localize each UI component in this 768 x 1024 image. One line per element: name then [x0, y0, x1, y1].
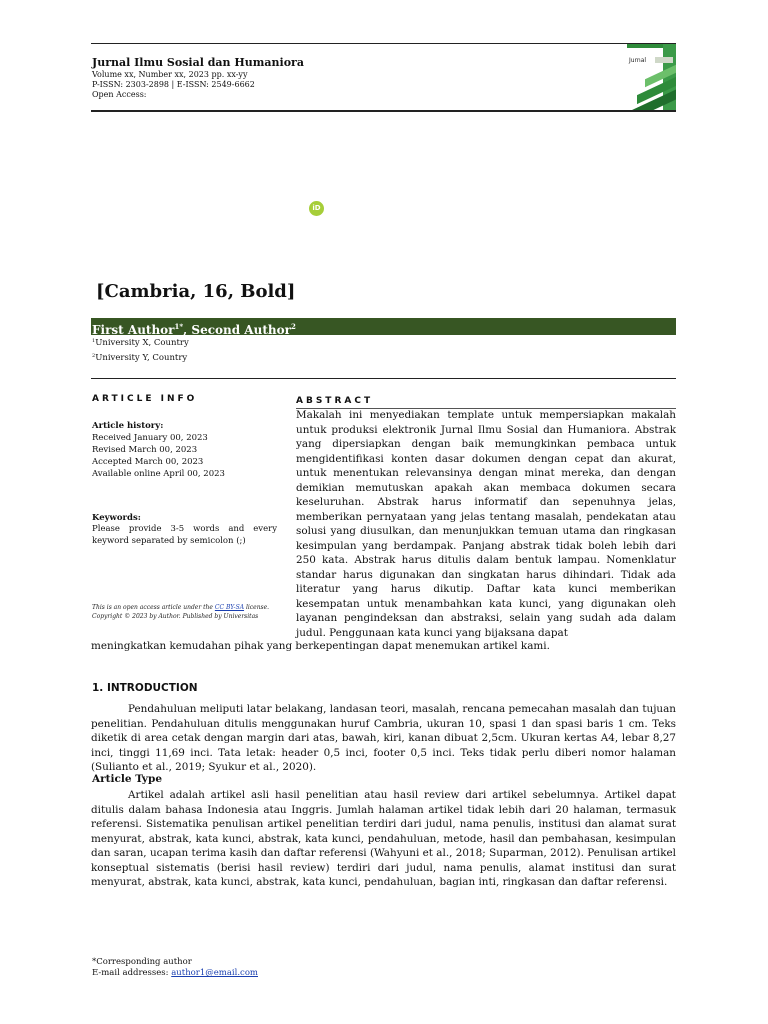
- license-post: license.: [244, 604, 270, 611]
- second-author-sup: 2: [290, 322, 296, 331]
- section-rule: [91, 378, 676, 379]
- introduction-paragraph: Pendahuluan meliputi latar belakang, landasan teori, masalah, rencana pemecahan masalah dan tujuan penelitian. Pendahuluan ditulis menggunakan huruf Cambria, ukuran 10, spasi 1 dan spasi baris 1 cm. Teks diketik di area cetak dengan margin dari atas, bawah, kiri, kanan dibuat 2,5cm. Ukuran kertas A4, lebar 8,27 inci, tinggi 11,69 inci. Tata letak: header 0,5 inci, footer 0,5 inci. Teks tidak perlu diberi nomor halaman (Sulianto et al., 2019; Syukur et al., 2020).: [91, 703, 676, 773]
- orcid-icon[interactable]: iD: [309, 201, 324, 216]
- keywords-label-text: Keywords:: [92, 513, 141, 523]
- abstract-body: Makalah ini menyediakan template untuk mempersiapkan makalah untuk produksi elektronik Jurnal Ilmu Sosial dan Humaniora. Abstrak yang dipersiapkan dengan baik memungkinkan pembaca untuk mengidentifikasi konten dasar dokumen dengan cepat dan akurat, untuk menentukan relevansinya dengan minat mereka, dan dengan demikian memutuskan apakah akan membaca dokumen secara keseluruhan. Abstrak harus informatif dan sepenuhnya jelas, memberikan pernyataan yang jelas tentang masalah, pendekatan atau solusi yang diusulkan, dan menunjukkan temuan utama dan ringkasan kesimpulan yang berdampak. Panjang abstrak tidak boleh lebih dari 250 kata. Abstrak harus ditulis dalam bentuk lampau. Nomenklatur standar harus digunakan dan singkatan harus dihindari. Tidak ada literatur yang harus dikutip. Daftar kata kunci memberikan kesempatan untuk menambahkan kata kunci, yang digunakan oleh layanan pengindeksan dan abstraksi, selain yang sudah ada dalam judul. Penggunaan kata kunci yang bijaksana dapat: [296, 409, 676, 639]
- keywords-label: [92, 512, 141, 524]
- corresponding-author-note: *Corresponding author: [92, 957, 192, 967]
- abstract-heading: ABSTRACT: [296, 396, 374, 406]
- abstract-tail: meningkatkan kemudahan pihak yang berkepentingan dapat menemukan artikel kami.: [91, 640, 550, 652]
- affiliation-1-text: University X, Country: [95, 338, 189, 348]
- affiliation-1-sup: 1: [92, 338, 96, 344]
- email-label: E-mail addresses:: [92, 968, 172, 978]
- license-pre: This is an open access article under the: [92, 604, 215, 611]
- email-line: [92, 968, 258, 978]
- article-info-heading: ARTICLE INFO: [92, 394, 198, 404]
- accepted-date: Accepted March 00, 2023: [92, 457, 204, 467]
- affiliation-1: [92, 338, 189, 348]
- second-author: Second Author: [191, 323, 291, 337]
- header-top-rule: [91, 43, 676, 44]
- history-label: Article history:: [92, 421, 164, 431]
- logo-word: Jurnal: [629, 57, 647, 64]
- affiliation-2-text: University Y, Country: [95, 353, 188, 363]
- first-author: First Author: [92, 323, 175, 337]
- author-separator: ,: [183, 323, 192, 337]
- keywords-text: Please provide 3-5 words and every keyword separated by semicolon (;): [92, 524, 277, 546]
- copyright-line: Copyright © 2023 by Author. Published by Universitas: [92, 612, 259, 620]
- affiliation-2-sup: 2: [92, 353, 96, 359]
- open-access-line: Open Access:: [92, 90, 147, 99]
- volume-line: Volume xx, Number xx, 2023 pp. xx-yy: [92, 70, 248, 79]
- affiliation-2: [92, 353, 187, 363]
- license-note: [92, 604, 282, 626]
- introduction-heading: 1. INTRODUCTION: [92, 682, 198, 694]
- author-bar: [91, 318, 676, 335]
- email-link[interactable]: author1@email.com: [171, 968, 258, 978]
- article-type-paragraph: Artikel adalah artikel asli hasil penelitian atau hasil review dari artikel sebelumnya. Artikel dapat ditulis dalam bahasa Indonesia atau Inggris. Jumlah halaman artikel tidak lebih dari 20 halaman, termasuk referensi. Sistematika penulisan artikel penelitian terdiri dari judul, nama penulis, institusi dan alamat surat menyurat, abstrak, kata kunci, abstrak, kata kunci, pendahuluan, metode, hasil dan pembahasan, kesimpulan dan saran, ucapan terima kasih dan daftar referensi (Wahyuni et al., 2018; Suparman, 2012). Penulisan artikel konseptual sistematis (berisi hasil review) terdiri dari judul, nama penulis, alamat institusi dan surat menyurat, abstrak, kata kunci, abstrak, kata kunci, pendahuluan, bagian inti, ringkasan dan daftar referensi.: [91, 789, 676, 888]
- article-type-heading: Article Type: [92, 773, 163, 785]
- first-author-sup: 1*: [174, 322, 184, 331]
- article-title: [Cambria, 16, Bold]: [96, 281, 296, 302]
- available-date: Available online April 00, 2023: [92, 469, 225, 479]
- issn-line: P-ISSN: 2303-2898 | E-ISSN: 2549-6662: [92, 80, 255, 89]
- revised-date: Revised March 00, 2023: [92, 445, 198, 455]
- license-link[interactable]: CC BY-SA: [214, 604, 245, 611]
- journal-title: Jurnal Ilmu Sosial dan Humaniora: [92, 56, 304, 69]
- journal-logo: [627, 44, 676, 110]
- received-date: Received January 00, 2023: [92, 433, 208, 443]
- header-bottom-rule: [91, 110, 676, 112]
- article-history-label: [92, 420, 163, 432]
